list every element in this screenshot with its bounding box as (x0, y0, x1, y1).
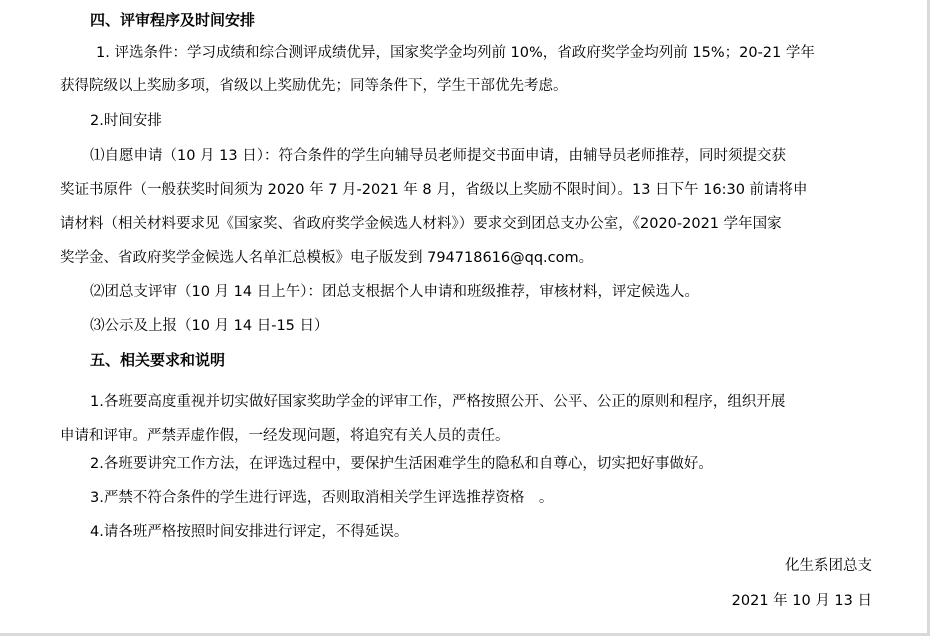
eligibility-line-1: 1. 评选条件：学习成绩和综合测评成绩优异，国家奖学金均列前 10%，省政府奖学金均列前 15%；20-21 学年 (96, 45, 815, 61)
schedule-title: 2.时间安排 (90, 113, 162, 129)
requirement3-line: 3.严禁不符合条件的学生进行评选，否则取消相关学生评选推荐资格 。 (90, 490, 554, 506)
signature-date: 2021 年 10 月 13 日 (731, 593, 872, 609)
eligibility-line-2: 获得院级以上奖励多项，省级以上奖励优先；同等条件下，学生干部优先考虑。 (60, 78, 568, 94)
signature-org: 化生系团总支 (785, 558, 872, 574)
step1-line-3: 请材料（相关材料要求见《国家奖、省政府奖学金候选人材料》）要求交到团总支办公室，《2020-2021 学年国家 (60, 216, 782, 232)
requirement4-line: 4.请各班严格按照时间安排进行评定，不得延误。 (90, 524, 409, 540)
step2-line: ⑵团总支评审（10 月 14 日上午）：团总支根据个人申请和班级推荐，审核材料，评定候选人。 (90, 284, 699, 300)
requirement1-line-2: 申请和评审。严禁弄虚作假，一经发现问题，将追究有关人员的责任。 (60, 428, 510, 444)
section4-heading: 四、评审程序及时间安排 (90, 11, 256, 29)
step3-line: ⑶公示及上报（10 月 14 日-15 日） (90, 318, 329, 334)
requirement1-line-1: 1.各班要高度重视并切实做好国家奖助学金的评审工作，严格按照公开、公平、公正的原则和程序，组织开展 (90, 394, 786, 410)
step1-line-1: ⑴自愿申请（10 月 13 日）：符合条件的学生向辅导员老师提交书面申请，由辅导员老师推荐，同时须提交获 (90, 148, 786, 164)
requirement2-line: 2.各班要讲究工作方法，在评选过程中，要保护生活困难学生的隐私和自尊心，切实把好事做好。 (90, 456, 713, 472)
step1-line-2: 奖证书原件（一般获奖时间须为 2020 年 7 月-2021 年 8 月，省级以上奖励不限时间）。13 日下午 16:30 前请将申 (60, 182, 808, 198)
step1-line-4: 奖学金、省政府奖学金候选人名单汇总模板》电子版发到 794718616@qq.com。 (60, 250, 594, 266)
section5-heading: 五、相关要求和说明 (90, 351, 226, 369)
